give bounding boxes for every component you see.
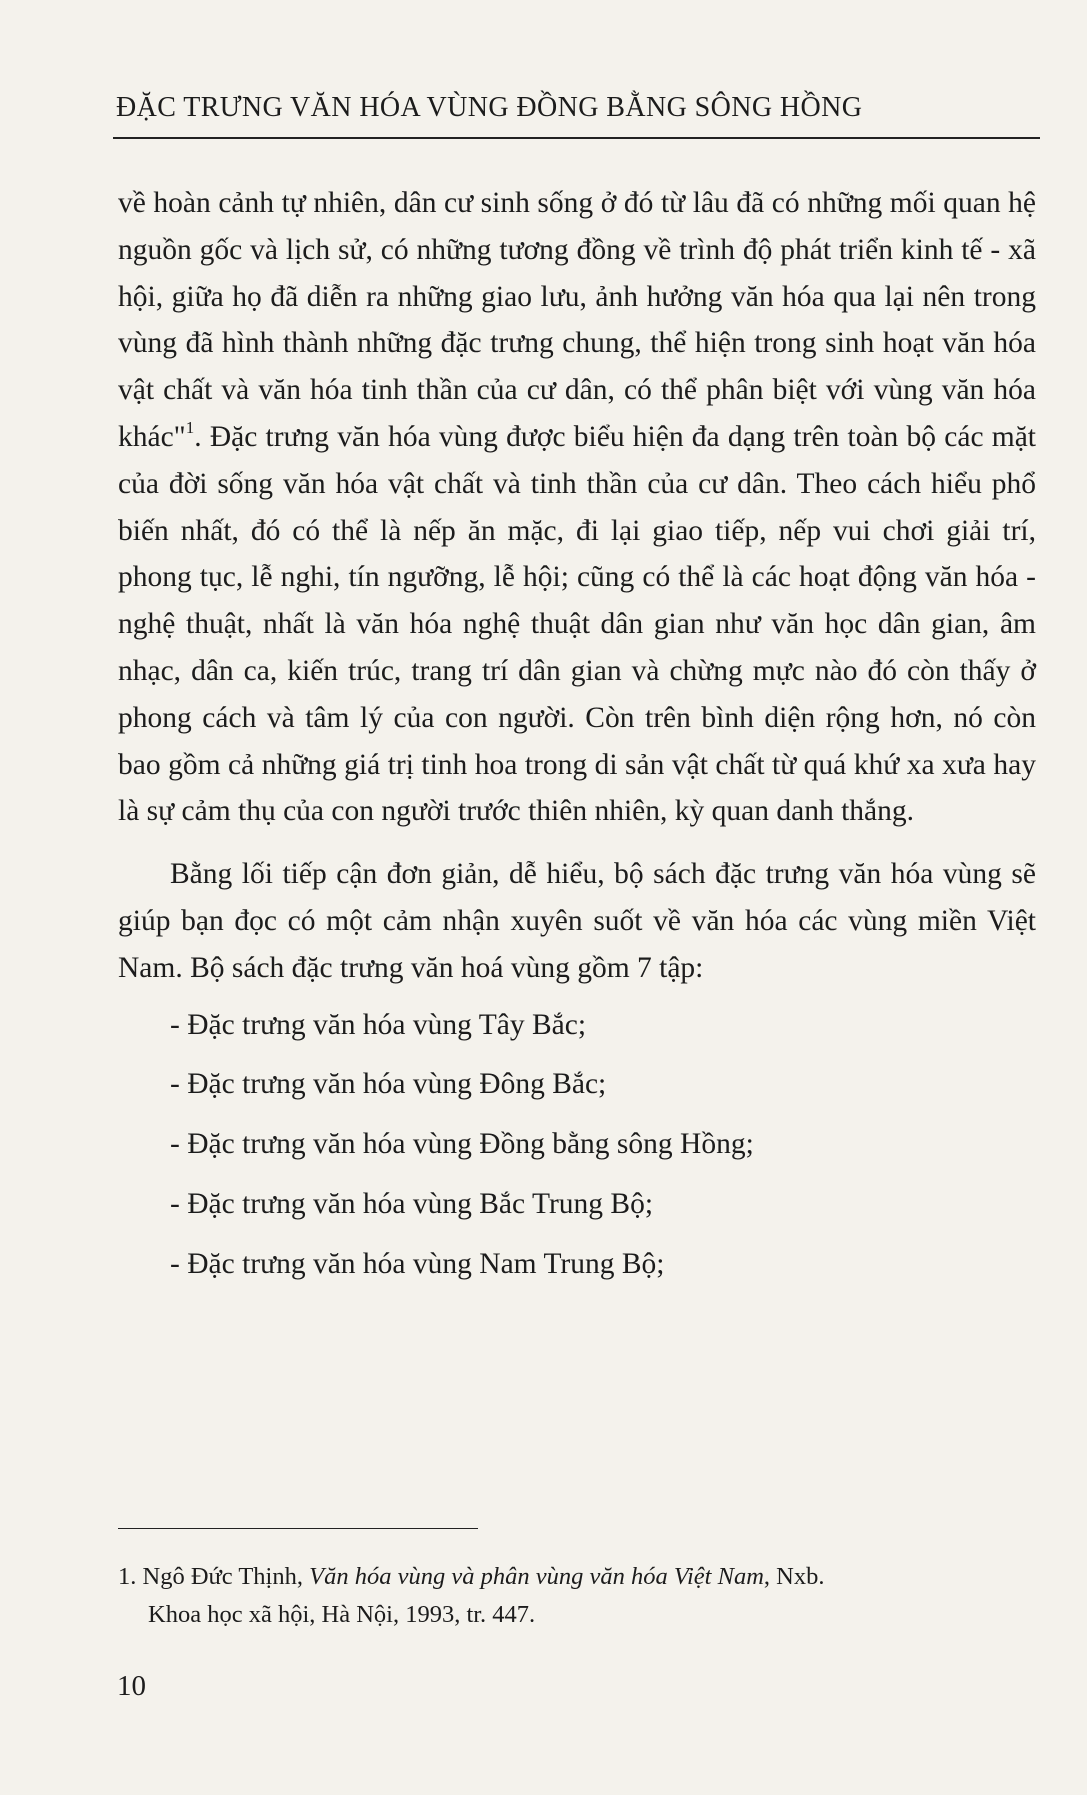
footnote-line-1 [118, 1558, 1036, 1596]
list-item: - Đặc trưng văn hóa vùng Nam Trung Bộ; [170, 1247, 665, 1280]
list-item: - Đặc trưng văn hóa vùng Đông Bắc; [170, 1068, 607, 1101]
main-text [118, 180, 1036, 1301]
paragraph-1 [118, 180, 1036, 835]
page-number: 10 [117, 1670, 146, 1702]
paragraph-1-text: về hoàn cảnh tự nhiên, dân cư sinh sống ở đó từ lâu đã có những mối quan hệ nguồn gốc và lịch sử, có những tương đồng về trình độ phát triển kinh tế - xã hội, giữa họ đã diễn ra những giao lưu, ảnh hưởng văn hóa qua lại nên trong vùng đã hình thành những đặc trưng chung, thể hiện trong sinh hoạt văn hóa vật chất và văn hóa tinh thần của cư dân, có thể phân biệt với vùng văn hóa khác" [118, 187, 1036, 453]
footnote [118, 1558, 1036, 1634]
header-divider [113, 137, 1040, 139]
list-item: - Đặc trưng văn hóa vùng Bắc Trung Bộ; [170, 1187, 654, 1220]
footnote-line-2: Khoa học xã hội, Hà Nội, 1993, tr. 447. [148, 1601, 536, 1628]
running-header: ĐẶC TRƯNG VĂN HÓA VÙNG ĐỒNG BẰNG SÔNG HỒNG [116, 92, 863, 123]
list-item: - Đặc trưng văn hóa vùng Đồng bằng sông Hồng; [170, 1128, 754, 1161]
paragraph-2: Bằng lối tiếp cận đơn giản, dễ hiểu, bộ sách đặc trưng văn hóa vùng sẽ giúp bạn đọc có một cảm nhận xuyên suốt về văn hóa các vùng miền Việt Nam. Bộ sách đặc trưng văn hoá vùng gồm 7 tập: [118, 858, 1036, 984]
footnote-publisher-prefix: , Nxb. [763, 1563, 825, 1590]
footnote-author: 1. Ngô Đức Thịnh, [118, 1563, 310, 1590]
footnote-book-title: Văn hóa vùng và phân vùng văn hóa Việt Nam [309, 1563, 764, 1590]
paragraph-1-text-continued: . Đặc trưng văn hóa vùng được biểu hiện đa dạng trên toàn bộ các mặt của đời sống văn hóa vật chất và tinh thần của cư dân. Theo cách hiểu phổ biến nhất, đó có thể là nếp ăn mặc, đi lại giao tiếp, nếp vui chơi giải trí, phong tục, lễ nghi, tín ngưỡng, lễ hội; cũng có thể là các hoạt động văn hóa - nghệ thuật, nhất là văn hóa nghệ thuật dân gian như văn học dân gian, âm nhạc, dân ca, kiến trúc, trang trí dân gian và chừng mực nào đó còn thấy ở phong cách và tâm lý của con người. Còn trên bình diện rộng hơn, nó còn bao gồm cả những giá trị tinh hoa trong di sản vật chất từ quá khứ xa xưa hay là sự cảm thụ của con người trước thiên nhiên, kỳ quan danh thắng. [118, 420, 1036, 828]
volume-list [118, 1002, 1036, 1288]
footnote-divider [118, 1528, 478, 1529]
footnote-reference: 1 [185, 417, 195, 437]
list-item: - Đặc trưng văn hóa vùng Tây Bắc; [170, 1008, 587, 1041]
